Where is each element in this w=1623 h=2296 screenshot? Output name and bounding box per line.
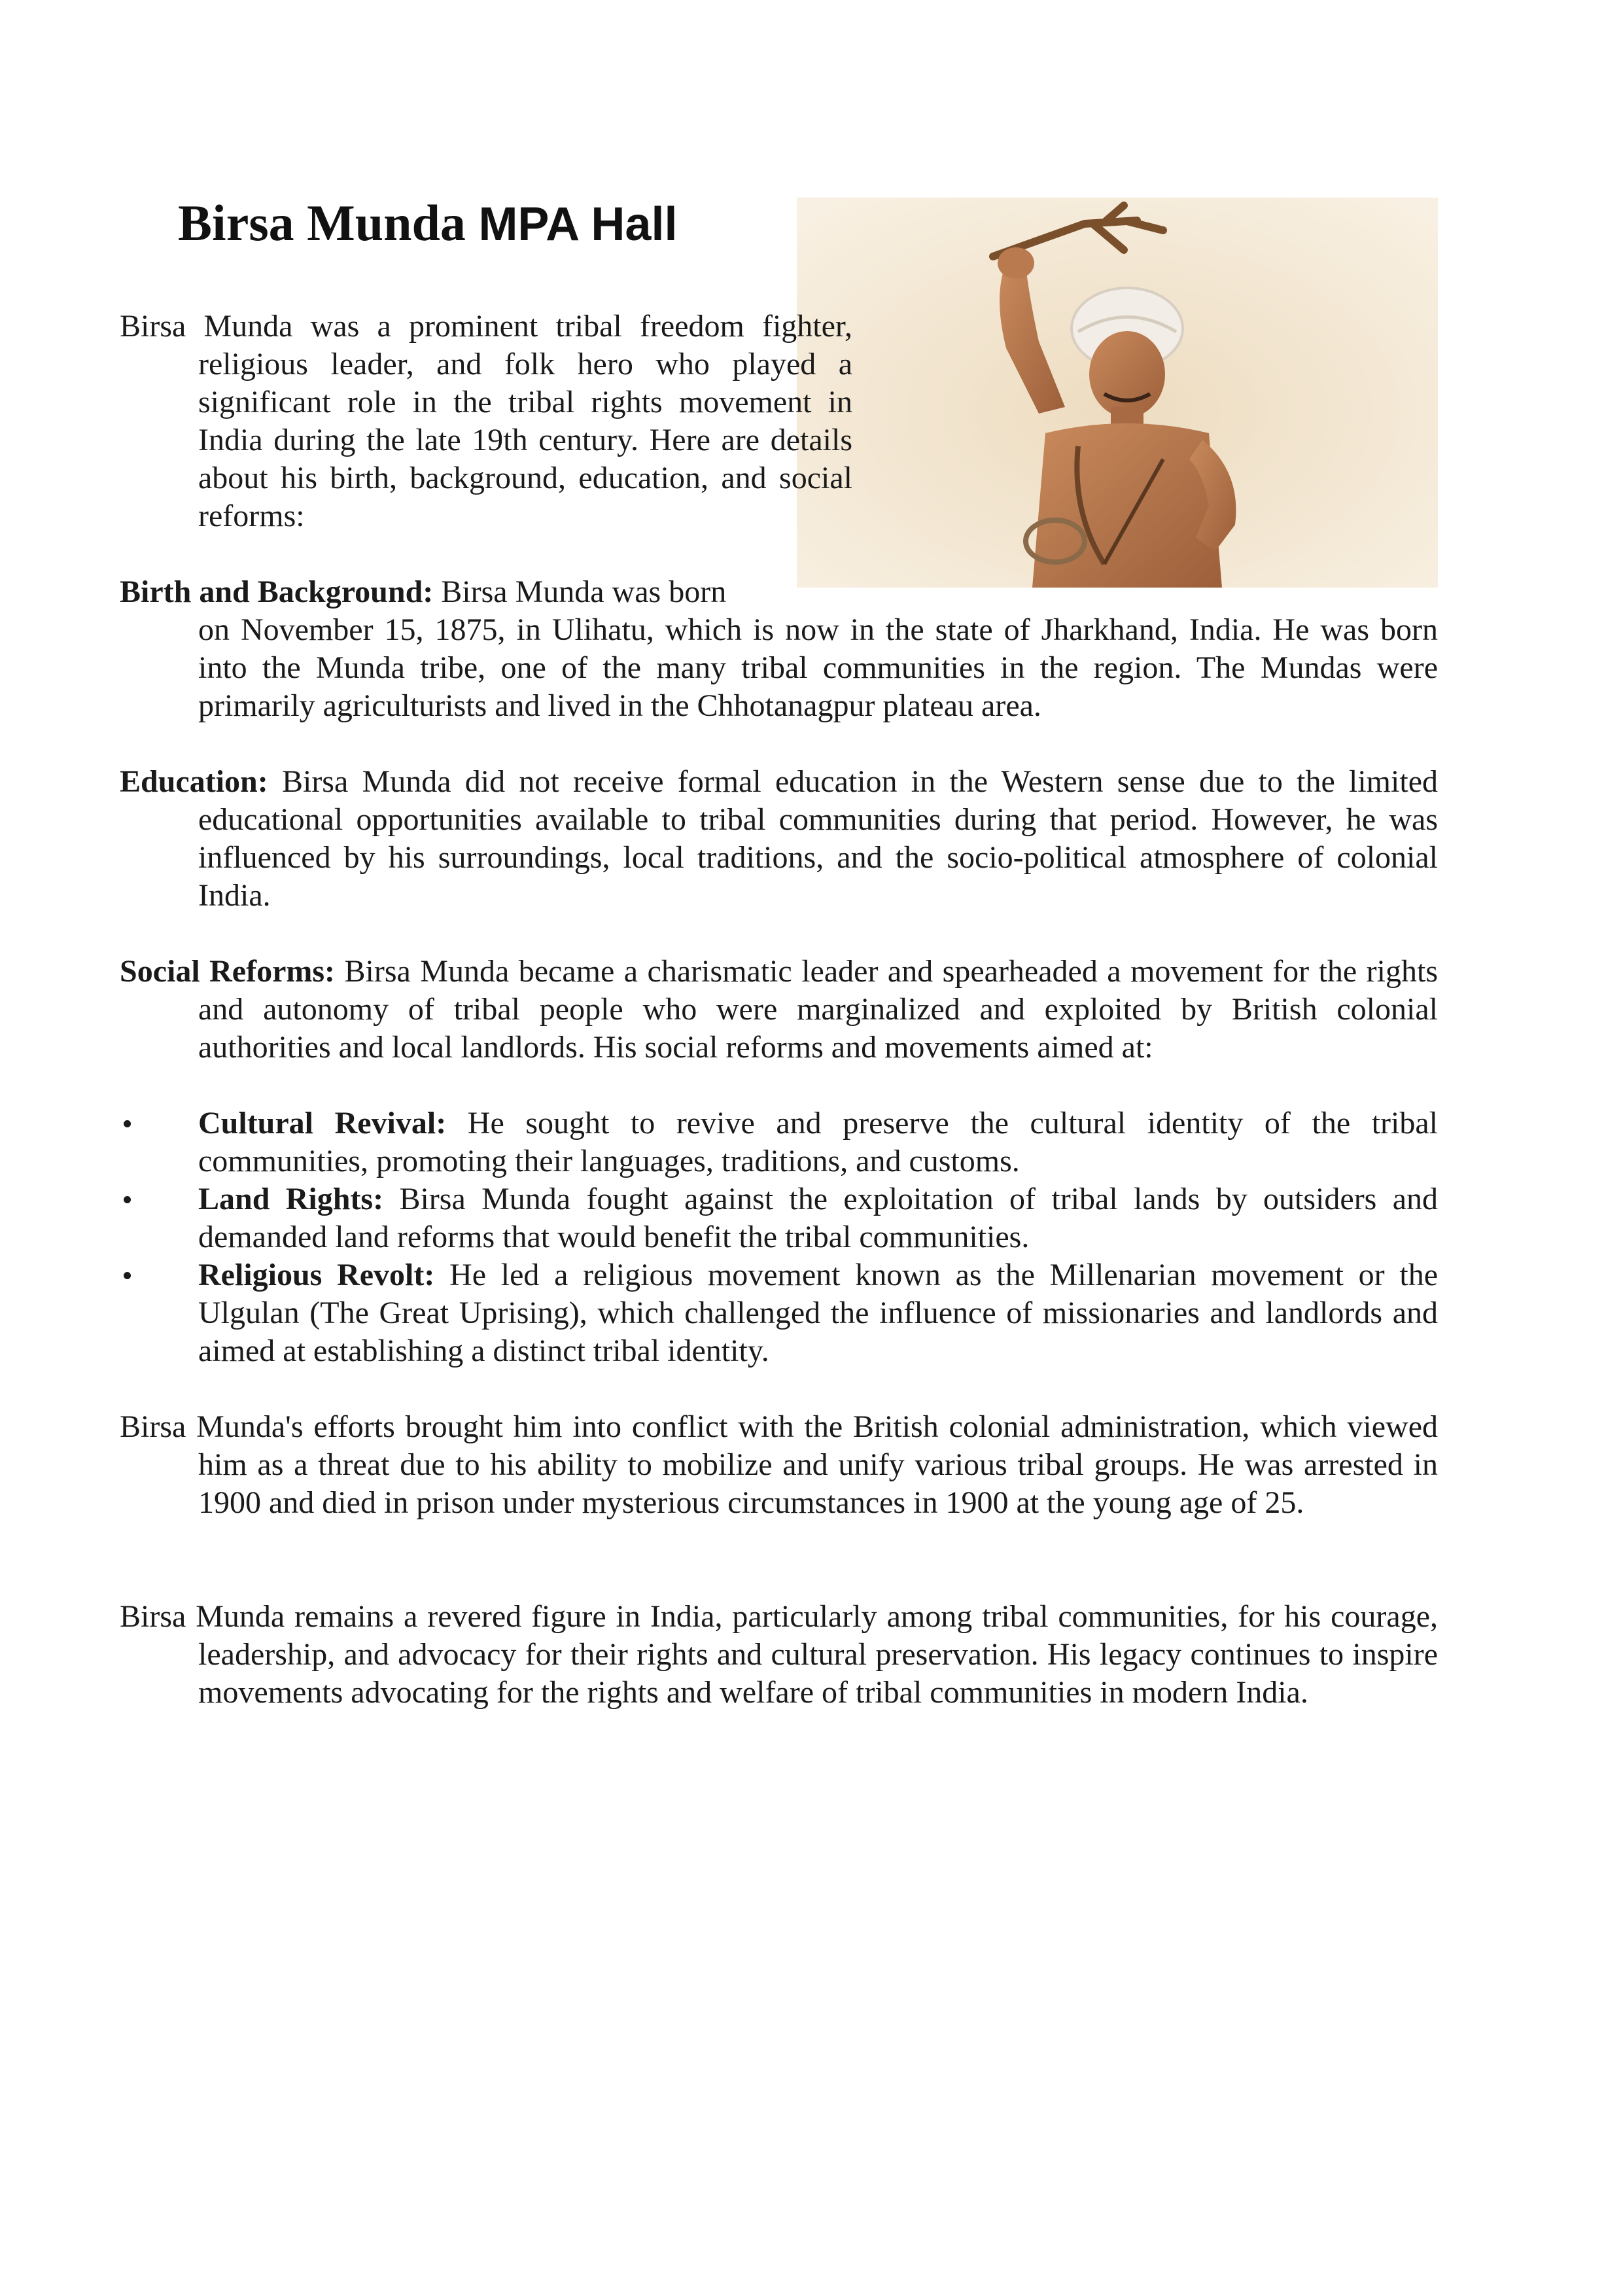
social-reforms-paragraph [120, 953, 1438, 1067]
efforts-paragraph: Birsa Munda's efforts brought him into conflict with the British colonial administration, which viewed him as a threat due to his ability to mobilize and unify various tribal groups. He was arrested in 1900 and died in prison under mysterious circumstances in 1900 at the young age of 25. [120, 1409, 1438, 1520]
reforms-bullet-list [120, 1104, 1438, 1370]
list-item [120, 1256, 1438, 1370]
tribal-warrior-portrait-icon [797, 198, 1438, 588]
page-title [178, 195, 677, 251]
bullet-label: Cultural Revival: [198, 1106, 447, 1140]
bullet-dot-icon [124, 1272, 131, 1279]
title-name: Birsa Munda [178, 194, 479, 251]
list-item [120, 1104, 1438, 1180]
title-hall: MPA Hall [478, 198, 678, 251]
social-reforms-label: Social Reforms: [120, 954, 336, 989]
list-item [120, 1180, 1438, 1256]
birth-text-lead: Birsa Munda was born [433, 574, 727, 609]
bullet-text: He sought to revive and preserve the cultural identity of the tribal communities, promoting their languages, traditions, and customs. [198, 1106, 1438, 1178]
bullet-text: Birsa Munda fought against the exploitation of tribal lands by outsiders and demanded land reforms that would benefit the tribal communities. [198, 1182, 1439, 1254]
bullet-dot-icon [124, 1196, 131, 1203]
birth-paragraph-body: on November 15, 1875, in Ulihatu, which is now in the state of Jharkhand, India. He was born into the Munda tribe, one of the many tribal communities in the region. The Mundas were primarily agriculturists and lived in the Chhotanagpur plateau area. [198, 612, 1438, 723]
bullet-label: Religious Revolt: [198, 1258, 435, 1292]
birth-paragraph-lead [120, 573, 774, 611]
education-paragraph [120, 763, 1438, 915]
legacy-paragraph: Birsa Munda remains a revered figure in India, particularly among tribal communities, for his courage, leadership, and advocacy for their rights and cultural preservation. His legacy continues to inspire movements advocating for the rights and welfare of tribal communities in modern India. [120, 1599, 1438, 1710]
intro-paragraph: Birsa Munda was a prominent tribal freedom fighter, religious leader, and folk hero who played a significant role in the tribal rights movement in India during the late 19th century. Here are details about his birth, background, education, and social reforms: [120, 309, 852, 533]
bullet-label: Land Rights: [198, 1182, 384, 1216]
education-label: Education: [120, 764, 268, 799]
social-reforms-text: Birsa Munda became a charismatic leader and spearheaded a movement for the rights and autonomy of tribal people who were marginalized and exploited by British colonial authorities and local landlords. His social reforms and movements aimed at: [198, 954, 1439, 1065]
bullet-text: He led a religious movement known as the Millenarian movement or the Ulgulan (The Great Uprising), which challenged the influence of missionaries and landlords and aimed at establishing a distinct tribal identity. [198, 1258, 1439, 1368]
bullet-dot-icon [124, 1120, 131, 1127]
birth-label: Birth and Background: [120, 574, 434, 609]
education-text: Birsa Munda did not receive formal education in the Western sense due to the limited educational opportunities available to tribal communities during that period. However, he was influenced by his surroundings, local traditions, and the socio-political atmosphere of colonial India. [198, 764, 1438, 913]
